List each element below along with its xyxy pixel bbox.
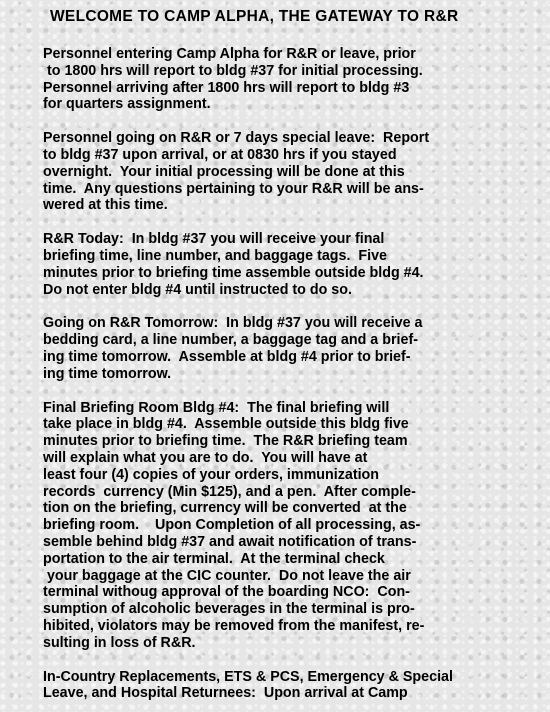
text-line: briefing time, line number, and baggage tags. Five bbox=[43, 247, 387, 264]
page-title: WELCOME TO CAMP ALPHA, THE GATEWAY TO R&R bbox=[50, 8, 459, 25]
text-line: briefing room. Upon Completion of all processing, as- bbox=[43, 517, 421, 534]
text-line: Personnel going on R&R or 7 days special leave: Report bbox=[43, 130, 430, 147]
text-line: sulting in loss of R&R. bbox=[43, 634, 196, 651]
text-line: ing time tomorrow. bbox=[43, 365, 172, 382]
text-line: to bldg #37 upon arrival, or at 0830 hrs if you stayed bbox=[43, 146, 397, 163]
paragraph-final-briefing bbox=[43, 400, 540, 652]
text-line: time. Any questions pertaining to your R&R will be ans- bbox=[43, 180, 424, 197]
text-line: ing time tomorrow. Assemble at bldg #4 prior to brief- bbox=[43, 348, 411, 365]
paragraph-special-leave bbox=[43, 130, 540, 214]
text-line: Final Briefing Room Bldg #4: The final briefing will bbox=[43, 399, 390, 416]
paragraph-initial-processing bbox=[43, 46, 540, 113]
text-line: Personnel entering Camp Alpha for R&R or leave, prior bbox=[43, 46, 416, 62]
text-line: terminal withoug approval of the boarding NCO: Con- bbox=[43, 584, 410, 601]
paragraph-replacements bbox=[43, 669, 540, 703]
text-line: wered at this time. bbox=[43, 197, 168, 214]
text-line: Leave, and Hospital Returnees: Upon arrival at Camp bbox=[43, 685, 408, 702]
text-line: your baggage at the CIC counter. Do not leave the air bbox=[43, 567, 411, 584]
text-line: portation to the air terminal. At the terminal check bbox=[43, 550, 385, 567]
text-line: for quarters assignment. bbox=[43, 96, 211, 113]
text-line: overnight. Your initial processing will be done at this bbox=[43, 163, 405, 180]
text-line: semble behind bldg #37 and await notification of trans- bbox=[43, 533, 417, 550]
text-line: Personnel arriving after 1800 hrs will report to bldg #3 bbox=[43, 79, 410, 96]
text-line: to 1800 hrs will report to bldg #37 for initial processing. bbox=[43, 62, 423, 79]
paragraph-rr-today bbox=[43, 231, 540, 298]
paragraph-rr-tomorrow bbox=[43, 315, 540, 382]
text-line: bedding card, a line number, a baggage tag and a brief- bbox=[43, 332, 418, 349]
text-line: Going on R&R Tomorrow: In bldg #37 you will receive a bbox=[43, 315, 423, 332]
text-line: hibited, violators may be removed from the manifest, re- bbox=[43, 617, 425, 634]
text-line: minutes prior to briefing time assemble outside bldg #4. bbox=[43, 264, 424, 281]
text-line: least four (4) copies of your orders, immunization bbox=[43, 466, 380, 483]
text-line: take place in bldg #4. Assemble outside this bldg five bbox=[43, 416, 409, 433]
text-line: R&R Today: In bldg #37 you will receive your final bbox=[43, 231, 385, 248]
text-line: minutes prior to briefing time. The R&R briefing team bbox=[43, 433, 408, 450]
text-line: In-Country Replacements, ETS & PCS, Emergency & Special bbox=[43, 668, 453, 685]
text-line: tion on the briefing, currency will be converted at the bbox=[43, 500, 407, 517]
text-line: will explain what you are to do. You will have at bbox=[43, 449, 368, 466]
text-line: Do not enter bldg #4 until instructed to do so. bbox=[43, 281, 352, 298]
text-line: records currency (Min $125), and a pen. After comple- bbox=[43, 483, 416, 500]
text-line: sumption of alcoholic beverages in the terminal is pro- bbox=[43, 601, 415, 618]
